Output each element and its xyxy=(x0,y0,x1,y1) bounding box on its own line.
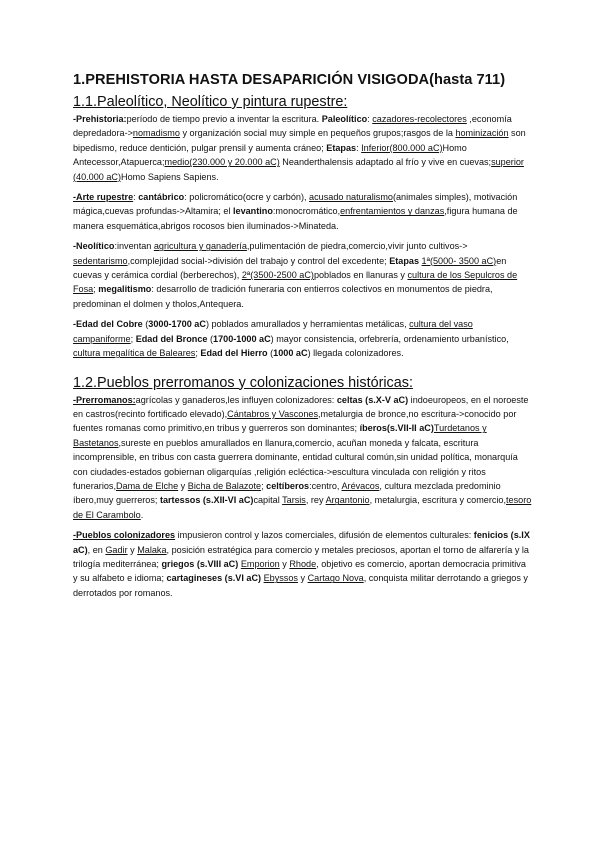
text-run: : policromático(ocre y carbón), xyxy=(184,192,310,203)
underlined-term: cultura megalítica de Baleares xyxy=(73,348,196,359)
underlined-term: -Prerromanos: xyxy=(73,394,136,405)
bold-term: Edad del Bronce xyxy=(135,333,208,344)
text-run: , conquista militar derrotando a griegos y derrotados por romanos. xyxy=(73,573,528,598)
paragraph-edades-metales xyxy=(73,317,532,360)
underlined-term: cultura de los Sepulcros de Fosa xyxy=(73,270,518,295)
text-run: : desarrollo de tradición funeraria con entierros colectivos en monumentos de piedra, predominan el dolmen y tholos,Antequera. xyxy=(73,284,493,309)
text-run: y organización social muy simple en pequeños grupos;rasgos de la xyxy=(179,128,456,139)
text-run: ; xyxy=(261,480,267,491)
text-run: ,figura humana de manera esquemática,abrigos rocosos bien iluminados->Minateda. xyxy=(73,206,518,231)
underlined-term: Arévacos xyxy=(341,480,380,491)
bold-term: levantino xyxy=(232,206,273,217)
text-run: :inventan xyxy=(114,241,154,252)
underlined-term: tesoro de El Carambolo xyxy=(73,495,532,520)
bold-term: 3000-1700 aC xyxy=(148,319,206,330)
underlined-term: 2ª(3500-2500 aC) xyxy=(241,270,314,281)
paragraph-neolitico xyxy=(73,239,532,311)
underlined-term: nomadismo xyxy=(132,128,180,139)
text-run: , metalurgia, escritura y comercio, xyxy=(369,495,507,506)
text-run: ,economía depredadora-> xyxy=(73,114,512,139)
text-run: indoeuropeos, en el noroeste en castros(recinto fortificado elevado), xyxy=(73,394,529,419)
underlined-term: Tarsis xyxy=(282,495,306,506)
text-run: poblados en llanuras y xyxy=(313,270,408,281)
bold-term: Paleolítico xyxy=(321,114,368,124)
text-run: :centro, xyxy=(309,480,342,491)
bold-term: fenicios (s.IX aC) xyxy=(73,530,530,555)
text-run: ,sureste en pueblos amurallados en llanura,comercio, acuñan moneda y falcata, escritura incomprensible, en tribus con casta guerrera dominante, entidad cultural común,sin unidad política, monarquía con ciudades-estados gobiernan oligarquías ,religión ecléctica->escultura vinculada con religión y ritos funerarios, xyxy=(73,437,518,491)
underlined-term: Cántabros y Vascones xyxy=(227,408,318,419)
bold-term: cantábrico xyxy=(138,192,185,203)
text-run: , posición estratégica para comercio y metales preciosos, aportan el torno de alfarería y la trilogía mediterránea; xyxy=(73,544,529,569)
section-heading: 1.1.Paleolítico, Neolítico y pintura rupestre: xyxy=(73,94,348,110)
paragraph-arte-rupestre xyxy=(73,190,532,233)
underlined-term: -Arte rupestre xyxy=(73,192,134,203)
text-run: ,pulimentación de piedra,comercio,vivir junto cultivos-> xyxy=(246,241,468,252)
text-run: Neanderthalensis adaptado al frío y vive en cuevas; xyxy=(279,157,492,168)
bold-term: tartessos (s.XII-VI aC) xyxy=(159,495,254,506)
bold-term: -Prehistoria: xyxy=(73,114,127,124)
text-run: y xyxy=(297,573,308,584)
underlined-term: sedentarismo xyxy=(73,255,128,266)
text-run: período de tiempo previo a inventar la escritura. xyxy=(126,114,322,124)
document-title: 1.PREHISTORIA HASTA DESAPARICIÓN VISIGODA(hasta 711) xyxy=(73,72,506,88)
underlined-term: cultura del vaso campaniforme xyxy=(73,319,473,344)
text-run: ,metalurgia de bronce,no escritura->conocido por fuentes romanas como primitivo,en tribus y guerreros son dominantes; xyxy=(73,408,517,434)
text-run: ( xyxy=(142,319,149,330)
bold-term: celtas (s.X-V aC) xyxy=(336,394,409,405)
bold-term: Etapas xyxy=(326,142,357,153)
text-run: ) poblados amurallados y herramientas metálicas, xyxy=(205,319,410,330)
underlined-term: medio(230.000 y 20.000 aC) xyxy=(164,157,280,168)
paragraph-colonizadores xyxy=(73,528,532,600)
text-run: y xyxy=(127,544,138,555)
text-run: :monocromático, xyxy=(272,206,341,217)
bold-term: 1000 aC xyxy=(273,348,308,359)
underlined-term: Bicha de Balazote xyxy=(187,480,262,491)
paragraph-prerromanos xyxy=(73,393,532,523)
text-run: en cuevas y cerámica cordial (berberechos), xyxy=(73,255,507,281)
text-run: ; xyxy=(93,284,99,295)
underlined-term: hominización xyxy=(455,128,509,139)
bold-term xyxy=(73,395,136,405)
text-run: ,complejidad social->división del trabajo y control del excedente; xyxy=(127,255,390,266)
underlined-term: 1ª(5000- 3500 aC) xyxy=(421,255,497,266)
underlined-term: Cartago Nova xyxy=(307,573,364,584)
paragraph-prehistoria xyxy=(73,112,532,184)
text-run: Homo Sapiens Sapiens. xyxy=(121,171,219,182)
bold-term: cartagineses (s.VI aC) xyxy=(166,573,262,584)
underlined-term: Inferior(800.000 aC) xyxy=(361,142,443,153)
underlined-term: Ebyssos xyxy=(263,573,298,584)
text-run: , en xyxy=(87,544,106,555)
bold-term xyxy=(73,530,175,540)
bold-term: íberos(s.VII-II aC) xyxy=(359,423,434,434)
text-run: son bipedismo, reduce dentición, pulgar prensil y aumenta cráneo; xyxy=(73,128,526,153)
underlined-term: cazadores-recolectores xyxy=(372,114,467,124)
bold-term: megalitismo xyxy=(98,284,152,295)
underlined-term: agricultura y ganadería xyxy=(153,241,247,252)
bold-term: -Neolítico xyxy=(73,241,115,252)
text-run: impusieron control y lazos comerciales, difusión de elementos culturales: xyxy=(175,530,474,541)
text-run: ; xyxy=(130,333,136,344)
bold-term: Etapas xyxy=(389,255,420,266)
underlined-term: Argantonio xyxy=(325,495,370,506)
text-run: : xyxy=(367,114,373,124)
section-heading: 1.2.Pueblos prerromanos y colonizaciones históricas: xyxy=(73,374,413,391)
underlined-term: Turdetanos y Bastetanos xyxy=(73,423,487,448)
bold-term: 1700-1000 aC xyxy=(213,333,271,344)
underlined-term: acusado naturalismo xyxy=(309,192,393,203)
text-run: , rey xyxy=(305,495,326,506)
text-run: y xyxy=(178,480,188,491)
bold-term: Edad del Hierro xyxy=(200,348,268,359)
bold-term: celtíberos xyxy=(266,480,310,491)
text-run: : xyxy=(133,192,139,203)
text-run: ( xyxy=(207,333,214,344)
text-run: y xyxy=(279,558,290,569)
underlined-term: enfrentamientos y danzas xyxy=(340,206,445,217)
bold-term: griegos (s.VIII aC) xyxy=(161,558,239,569)
text-run: Homo Antecessor,Atapuerca; xyxy=(73,142,467,168)
text-run: ) llegada colonizadores. xyxy=(307,348,404,359)
text-run: . xyxy=(140,509,144,520)
underlined-term: Emporion xyxy=(240,558,280,569)
bold-term: -Edad del Cobre xyxy=(73,319,143,330)
underlined-term: Malaka xyxy=(137,544,167,555)
underlined-term: -Pueblos colonizadores xyxy=(73,530,176,541)
text-run: ; xyxy=(195,348,201,359)
underlined-term: Gadir xyxy=(105,544,128,555)
text-run: , objetivo es comercio, aportan democracia primitiva y su alfabeto e idioma; xyxy=(73,558,526,584)
text-run: capital xyxy=(253,495,283,506)
underlined-term: superior (40.000 aC) xyxy=(73,157,524,182)
underlined-term: Rhode xyxy=(289,558,317,569)
text-run: agrícolas y ganaderos,les influyen colonizadores: xyxy=(135,394,337,405)
text-run: , cultura mezclada predominio íbero,muy guerreros; xyxy=(73,480,501,506)
underlined-term: Dama de Elche xyxy=(115,480,179,491)
text-run: : xyxy=(356,142,362,153)
text-run: ) mayor consistencia, orfebrería, ordenamiento urbanístico, xyxy=(270,333,509,344)
text-run: ( xyxy=(267,348,274,359)
text-run: (animales simples), motivación mágica,cuevas profundas->Altamira; el xyxy=(73,192,518,217)
bold-term xyxy=(73,192,133,202)
